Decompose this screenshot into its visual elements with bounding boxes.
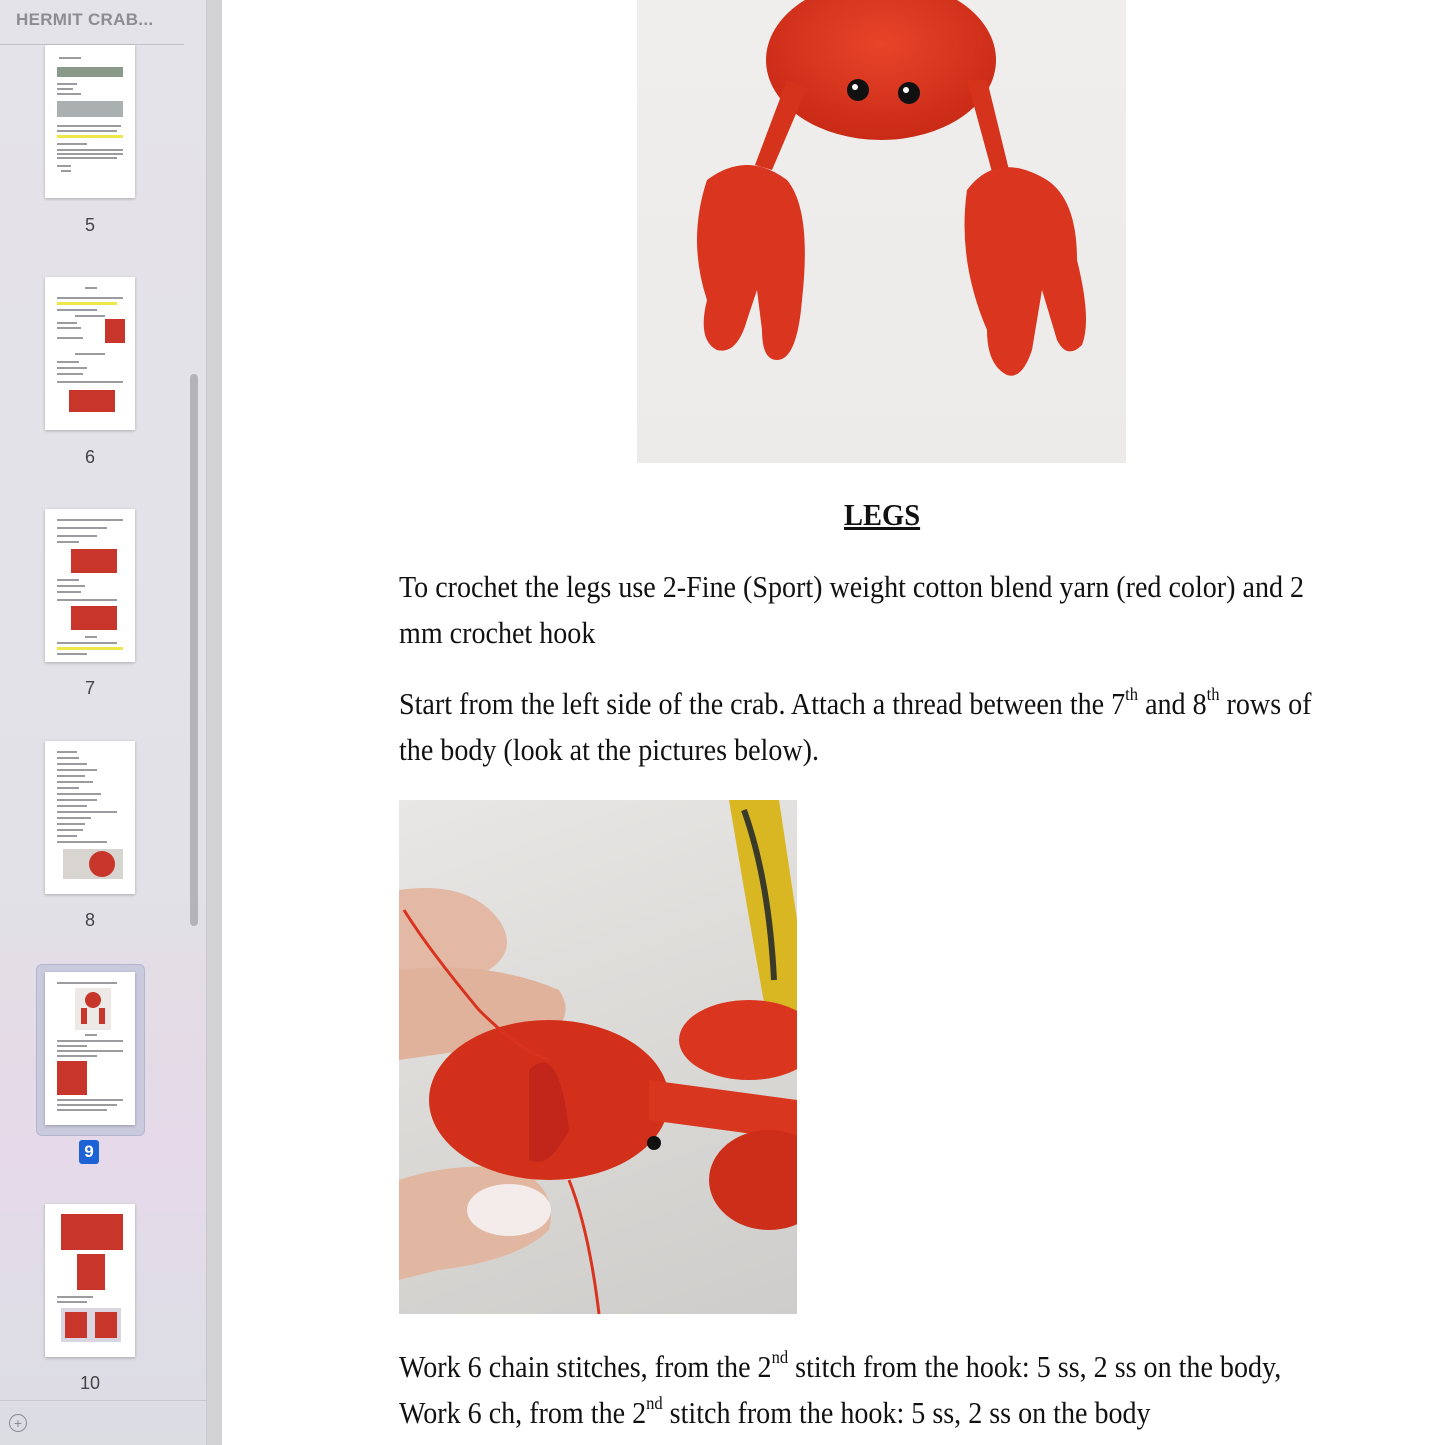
- section-heading-legs: LEGS: [844, 497, 921, 532]
- page-thumbnail-6[interactable]: [45, 277, 135, 430]
- page-thumbnail-8[interactable]: [45, 741, 135, 894]
- paragraph-line: Work 6 ch, from the 2nd stitch from the hook: 5 ss, 2 ss on the body: [399, 1392, 1151, 1430]
- page-number-9[interactable]: 9: [79, 1140, 99, 1164]
- page-thumbnail-9[interactable]: [45, 972, 135, 1125]
- page-number-7[interactable]: 7: [84, 678, 95, 698]
- page-number-8[interactable]: 8: [84, 910, 95, 930]
- document-title: HERMIT CRAB...: [16, 10, 154, 29]
- pdf-page: [222, 0, 1445, 1445]
- paragraph-line: mm crochet hook: [399, 616, 596, 650]
- page-thumbnail-7[interactable]: [45, 509, 135, 662]
- paragraph-line: Start from the left side of the crab. Attach a thread between the 7th and 8th rows of: [399, 683, 1312, 721]
- page-thumbnail-10[interactable]: [45, 1204, 135, 1357]
- thumbnail-sidebar: [0, 0, 207, 1445]
- crab-leg-attach-photo: [399, 800, 797, 1314]
- paragraph-line: Work 6 chain stitches, from the 2nd stitch from the hook: 5 ss, 2 ss on the body,: [399, 1346, 1282, 1384]
- page-number-10[interactable]: 10: [79, 1373, 101, 1393]
- paragraph-line: To crochet the legs use 2-Fine (Sport) weight cotton blend yarn (red color) and 2: [399, 570, 1305, 604]
- paragraph-line: the body (look at the pictures below).: [399, 733, 820, 767]
- document-viewer[interactable]: [207, 0, 1445, 1445]
- crab-photo-top: [637, 0, 1126, 463]
- page-number-6[interactable]: 6: [84, 447, 95, 467]
- page-thumbnail-5[interactable]: [45, 45, 135, 198]
- plus-circle-icon[interactable]: +: [9, 1414, 27, 1432]
- sidebar-bottom-divider: [0, 1400, 206, 1401]
- sidebar-scrollbar[interactable]: [190, 374, 198, 926]
- page-number-5[interactable]: 5: [84, 215, 95, 235]
